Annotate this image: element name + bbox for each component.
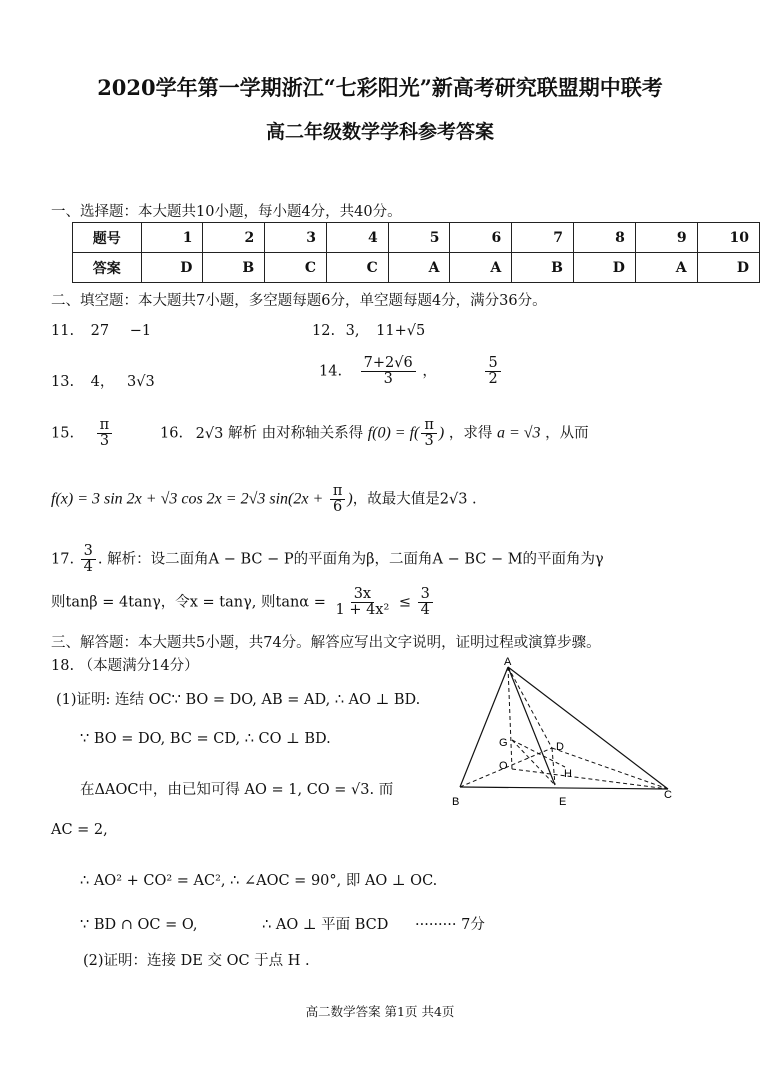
page-title: 2020学年第一学期浙江“七彩阳光”新高考研究联盟期中联考 — [97, 75, 663, 100]
q17-line2 — [51, 587, 435, 618]
q18-heading: 18. （本题满分14分） — [51, 658, 199, 674]
label-h: H — [564, 768, 572, 780]
page-subtitle: 高二年级数学学科参考答案 — [265, 121, 494, 143]
table-cell: B — [203, 253, 265, 283]
q18-proof-line: 在ΔAOC中，由已知可得 AO = 1, CO = √3. 而 — [80, 782, 394, 798]
question-number: 15. — [51, 425, 75, 442]
tetrahedron-figure — [440, 655, 680, 815]
table-cell: 10 — [697, 223, 759, 253]
q18-proof-line: ∴ AO² + CO² = AC², ∴ ∠AOC = 90°, 即 AO ⊥ OC. — [80, 873, 438, 889]
section1-heading: 一、选择题：本大题共10小题，每小题4分，共40分。 — [51, 204, 402, 220]
answer-value: 2√3 — [195, 425, 224, 442]
fraction — [418, 587, 433, 618]
math-expr: f(0) = f( — [367, 424, 420, 442]
math-expr: ) — [347, 490, 353, 508]
explanation-text: . 解析：设二面角A − BC − P的平面角为β，二面角A − BC − M的平面角为γ — [97, 551, 604, 568]
proof-text: ∴ AO ⊥ 平面 BCD — [262, 917, 389, 933]
q16-line2 — [51, 484, 477, 515]
label-c: C — [664, 789, 672, 801]
table-cell: C — [265, 253, 327, 283]
table-cell: 1 — [141, 223, 203, 253]
answer-value: 3√3 — [127, 374, 155, 390]
question-number: 13. — [51, 374, 75, 390]
answer-value: 27 — [90, 323, 110, 339]
math-expr: f(x) = 3 sin 2x + √3 cos 2x = 2√3 sin(2x + — [51, 490, 324, 508]
answer-value: 4， — [90, 374, 115, 390]
math-expr: ≤ — [398, 594, 412, 611]
explanation-text: ，从而 — [545, 425, 589, 442]
fraction-denominator: 1 + 4x² — [335, 602, 390, 619]
fraction-numerator: 3x — [351, 587, 374, 603]
score-mark: ········· 7分 — [415, 917, 485, 933]
fraction — [361, 356, 416, 387]
question-number: 11. — [51, 323, 75, 339]
q17-line1 — [51, 544, 604, 575]
table-cell: 2 — [203, 223, 265, 253]
table-cell: D — [574, 253, 636, 283]
answer-value: −1 — [129, 323, 152, 339]
separator: ， — [422, 363, 437, 380]
answer-value: 11+√5 — [376, 323, 426, 339]
fraction-numerator: 5 — [485, 356, 500, 372]
answer-value: 3, — [345, 323, 360, 339]
table-header-cell: 题号 — [73, 223, 142, 253]
table-cell: 6 — [450, 223, 512, 253]
explanation-text: ，故最大值是2√3 . — [352, 491, 477, 508]
explanation-text: 则tanβ = 4tanγ，令x = tanγ, 则tanα = — [51, 594, 326, 611]
fraction — [97, 418, 113, 449]
table-cell: A — [450, 253, 512, 283]
table-cell: 9 — [635, 223, 697, 253]
table-cell: D — [141, 253, 203, 283]
table-cell: 3 — [265, 223, 327, 253]
q18-proof-line: (2)证明：连接 DE 交 OC 于点 H . — [83, 953, 310, 969]
label-o: O — [499, 760, 508, 772]
table-cell: 8 — [574, 223, 636, 253]
label-b: B — [452, 796, 460, 808]
page-footer: 高二数学答案 第1页 共4页 — [305, 1004, 455, 1019]
q11-answer — [51, 323, 151, 339]
question-number: 16. — [160, 425, 184, 442]
section2-heading: 二、填空题：本大题共7小题，多空题每题6分，单空题每题4分，满分36分。 — [51, 293, 547, 309]
question-number: 14. — [319, 363, 343, 380]
table-header-cell: 答案 — [73, 253, 142, 283]
math-expr: a = √3 — [496, 424, 541, 442]
fraction-numerator: π — [421, 418, 437, 434]
q16-answer — [160, 418, 589, 449]
section3-heading: 三、解答题：本大题共5小题，共74分。解答应写出文字说明，证明过程或演算步骤。 — [51, 635, 601, 651]
math-expr: ) — [438, 424, 445, 442]
label-d: D — [556, 741, 564, 753]
fraction-numerator: π — [330, 484, 346, 500]
q12-answer — [312, 323, 425, 339]
fraction — [81, 544, 96, 575]
fraction-numerator: 3 — [418, 587, 433, 603]
q18-proof-line: (1)证明: 连结 OC∵ BO = DO, AB = AD, ∴ AO ⊥ BD. — [56, 692, 421, 708]
table-cell: B — [512, 253, 574, 283]
fraction-denominator: 3 — [383, 371, 393, 388]
fraction — [332, 587, 392, 618]
table-row — [73, 223, 760, 253]
explanation-text: ，求得 — [448, 425, 493, 442]
fraction — [485, 356, 500, 387]
question-number: 17. — [51, 551, 75, 568]
label-e: E — [559, 796, 567, 808]
table-row — [73, 253, 760, 283]
table-cell: A — [388, 253, 450, 283]
fraction-denominator: 3 — [424, 433, 434, 450]
fraction-denominator: 2 — [488, 371, 498, 388]
q15-answer — [51, 418, 114, 449]
table-cell: 4 — [326, 223, 388, 253]
table-cell: 7 — [512, 223, 574, 253]
q13-answer — [51, 370, 155, 391]
fraction-denominator: 4 — [420, 602, 430, 619]
table-cell: 5 — [388, 223, 450, 253]
label-a: A — [504, 656, 512, 668]
q18-proof-line — [80, 913, 485, 934]
fraction — [421, 418, 437, 449]
explanation-text: 解析 由对称轴关系得 — [227, 425, 364, 442]
fraction-denominator: 3 — [99, 433, 110, 450]
proof-text: ∵ BD ∩ OC = O, — [80, 917, 198, 933]
answer-table — [72, 222, 760, 283]
q18-proof-line: AC = 2, — [51, 822, 108, 838]
label-g: G — [499, 737, 508, 749]
fraction-denominator: 4 — [83, 559, 93, 576]
fraction-denominator: 6 — [333, 499, 343, 516]
table-cell: C — [326, 253, 388, 283]
fraction-numerator: 7+2√6 — [361, 356, 416, 372]
fraction — [330, 484, 346, 515]
q18-proof-line: ∵ BO = DO, BC = CD, ∴ CO ⊥ BD. — [80, 731, 331, 747]
q14-answer — [319, 356, 503, 387]
table-cell: D — [697, 253, 759, 283]
fraction-numerator: 3 — [81, 544, 96, 560]
table-cell: A — [635, 253, 697, 283]
question-number: 12. — [312, 323, 336, 339]
fraction-numerator: π — [97, 418, 113, 434]
